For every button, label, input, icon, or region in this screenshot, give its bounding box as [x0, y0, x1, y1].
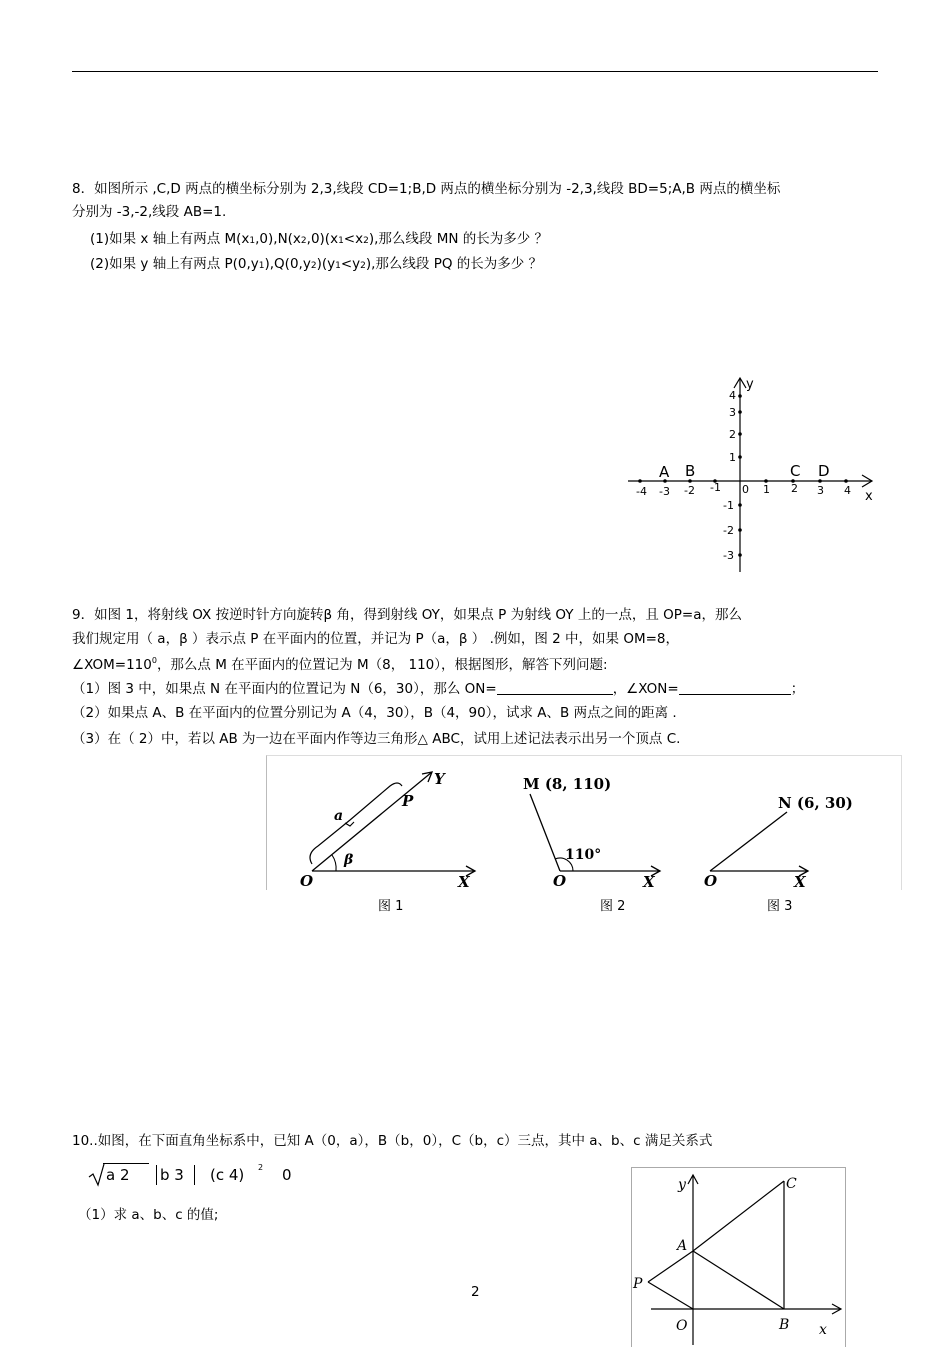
q10-label-p: P: [633, 1276, 643, 1292]
q8-ytick: 1: [729, 451, 736, 464]
fig1-caption: 图 1: [378, 899, 404, 914]
q8-point-d: D: [818, 462, 830, 480]
header-rule: [72, 71, 878, 72]
fig1-label-x: X: [458, 873, 470, 891]
fig1-label-p: P: [402, 792, 414, 810]
fig3-label-x: X: [794, 873, 806, 891]
fig1-label-a: a: [334, 808, 344, 824]
q8-ytick: 4: [729, 389, 736, 402]
fig2-label-x: X: [643, 873, 655, 891]
eq-sqrt-term: a 2: [106, 1166, 130, 1184]
q8-ytick: -3: [723, 549, 734, 562]
q10-label-x: x: [819, 1322, 827, 1338]
q8-xtick: 2: [791, 482, 798, 495]
q8-line2: 分别为 -3,-2,线段 AB=1.: [72, 204, 227, 220]
fig1-label-o: O: [300, 872, 314, 890]
q8-xtick: -4: [636, 485, 647, 498]
q10-label-o: O: [676, 1318, 688, 1334]
q8-line1: 8．如图所示 ,C,D 两点的横坐标分别为 2,3,线段 CD=1;B,D 两点的横坐标分别为 -2,3,线段 BD=5;A,B 两点的横坐标: [72, 181, 781, 197]
fig1-label-y: Y: [434, 770, 445, 788]
fig3-label-o: O: [704, 872, 718, 890]
q10-label-y: y: [678, 1177, 686, 1193]
q10-label-a: A: [677, 1238, 688, 1254]
q10-coordinate-graph: [631, 1167, 847, 1347]
q8-xtick: -1: [710, 481, 721, 494]
q9-line2: 我们规定用（ a，β ）表示点 P 在平面内的位置，并记为 P（a，β ） .例如，图 2 中，如果 OM=8，: [72, 631, 680, 647]
q8-xtick: 3: [817, 484, 824, 497]
q8-coordinate-graph: [620, 372, 890, 582]
fig3-caption: 图 3: [767, 899, 793, 914]
fig2-angle-label: 110°: [565, 847, 602, 863]
q9-line3: $\angle XOM=110^0$，那么点 M 在平面内的位置记为 M（8， 110），根据图形，解答下列问题:: [72, 656, 608, 673]
q9-figure-1: [290, 760, 490, 895]
q8-xtick: 1: [763, 483, 770, 496]
eq-zero: 0: [282, 1166, 292, 1184]
q9-part2: （2）如果点 A、B 在平面内的位置分别记为 A（4，30），B（4，90），试求 A、B 两点之间的距离 .: [72, 705, 677, 721]
q9-part1: （1）图 3 中，如果点 N 在平面内的位置记为 N（6，30），那么 ON= ，∠XON= ；: [72, 681, 805, 697]
q10-label-b: B: [779, 1317, 790, 1333]
q9-figure-3: [700, 760, 860, 895]
q10-label-c: C: [786, 1176, 797, 1192]
fig3-label-n: N (6, 30): [778, 794, 853, 812]
sqrt-sign: [88, 1163, 106, 1187]
answer-blank-on: [497, 681, 613, 695]
q10-line1: 10..如图，在下面直角坐标系中，已知 A（0，a），B（b，0），C（b，c）三点，其中 a、b、c 满足关系式: [72, 1133, 713, 1149]
fig1-label-beta: β: [344, 852, 354, 868]
q8-xtick: 4: [844, 484, 851, 497]
q9-part3: （3）在（ 2）中，若以 AB 为一边在平面内作等边三角形△ ABC，试用上述记法表示出另一个顶点 C.: [72, 731, 681, 747]
q8-ytick: 2: [729, 428, 736, 441]
eq-square-exponent: 2: [258, 1163, 264, 1172]
eq-abs-term: b 3: [160, 1166, 184, 1184]
q8-part1: (1)如果 x 轴上有两点 M(x1,0),N(x2,0)(x1<x2),那么线段 MN 的长为多少 ？: [90, 231, 549, 247]
q8-x-label: x: [865, 489, 873, 504]
fig2-label-o: O: [553, 872, 567, 890]
q8-ytick: -1: [723, 499, 734, 512]
page-number: 2: [471, 1284, 480, 1300]
fig2-caption: 图 2: [600, 899, 626, 914]
q8-origin-label: 0: [742, 483, 749, 496]
q9-line1: 9．如图 1，将射线 OX 按逆时针方向旋转β 角，得到射线 OY，如果点 P 为射线 OY 上的一点，且 OP=a，那么: [72, 607, 742, 623]
answer-blank-xon: [679, 681, 791, 695]
q10-part1: （1）求 a、b、c 的值;: [78, 1207, 219, 1223]
q8-point-a: A: [659, 463, 670, 481]
q8-y-label: y: [746, 377, 754, 392]
fig2-label-m: M (8, 110): [523, 775, 612, 793]
q8-part2: (2)如果 y 轴上有两点 P(0,y1),Q(0,y2)(y1<y2),那么线段 PQ 的长为多少 ？: [90, 256, 543, 272]
q9-figure-2: [515, 760, 675, 895]
q8-xtick: -2: [684, 484, 695, 497]
q8-point-b: B: [685, 462, 696, 480]
eq-square-term: (c 4): [210, 1166, 245, 1184]
q8-ytick: 3: [729, 406, 736, 419]
q8-ytick: -2: [723, 524, 734, 537]
q8-point-c: C: [790, 462, 801, 480]
q8-xtick: -3: [659, 485, 670, 498]
